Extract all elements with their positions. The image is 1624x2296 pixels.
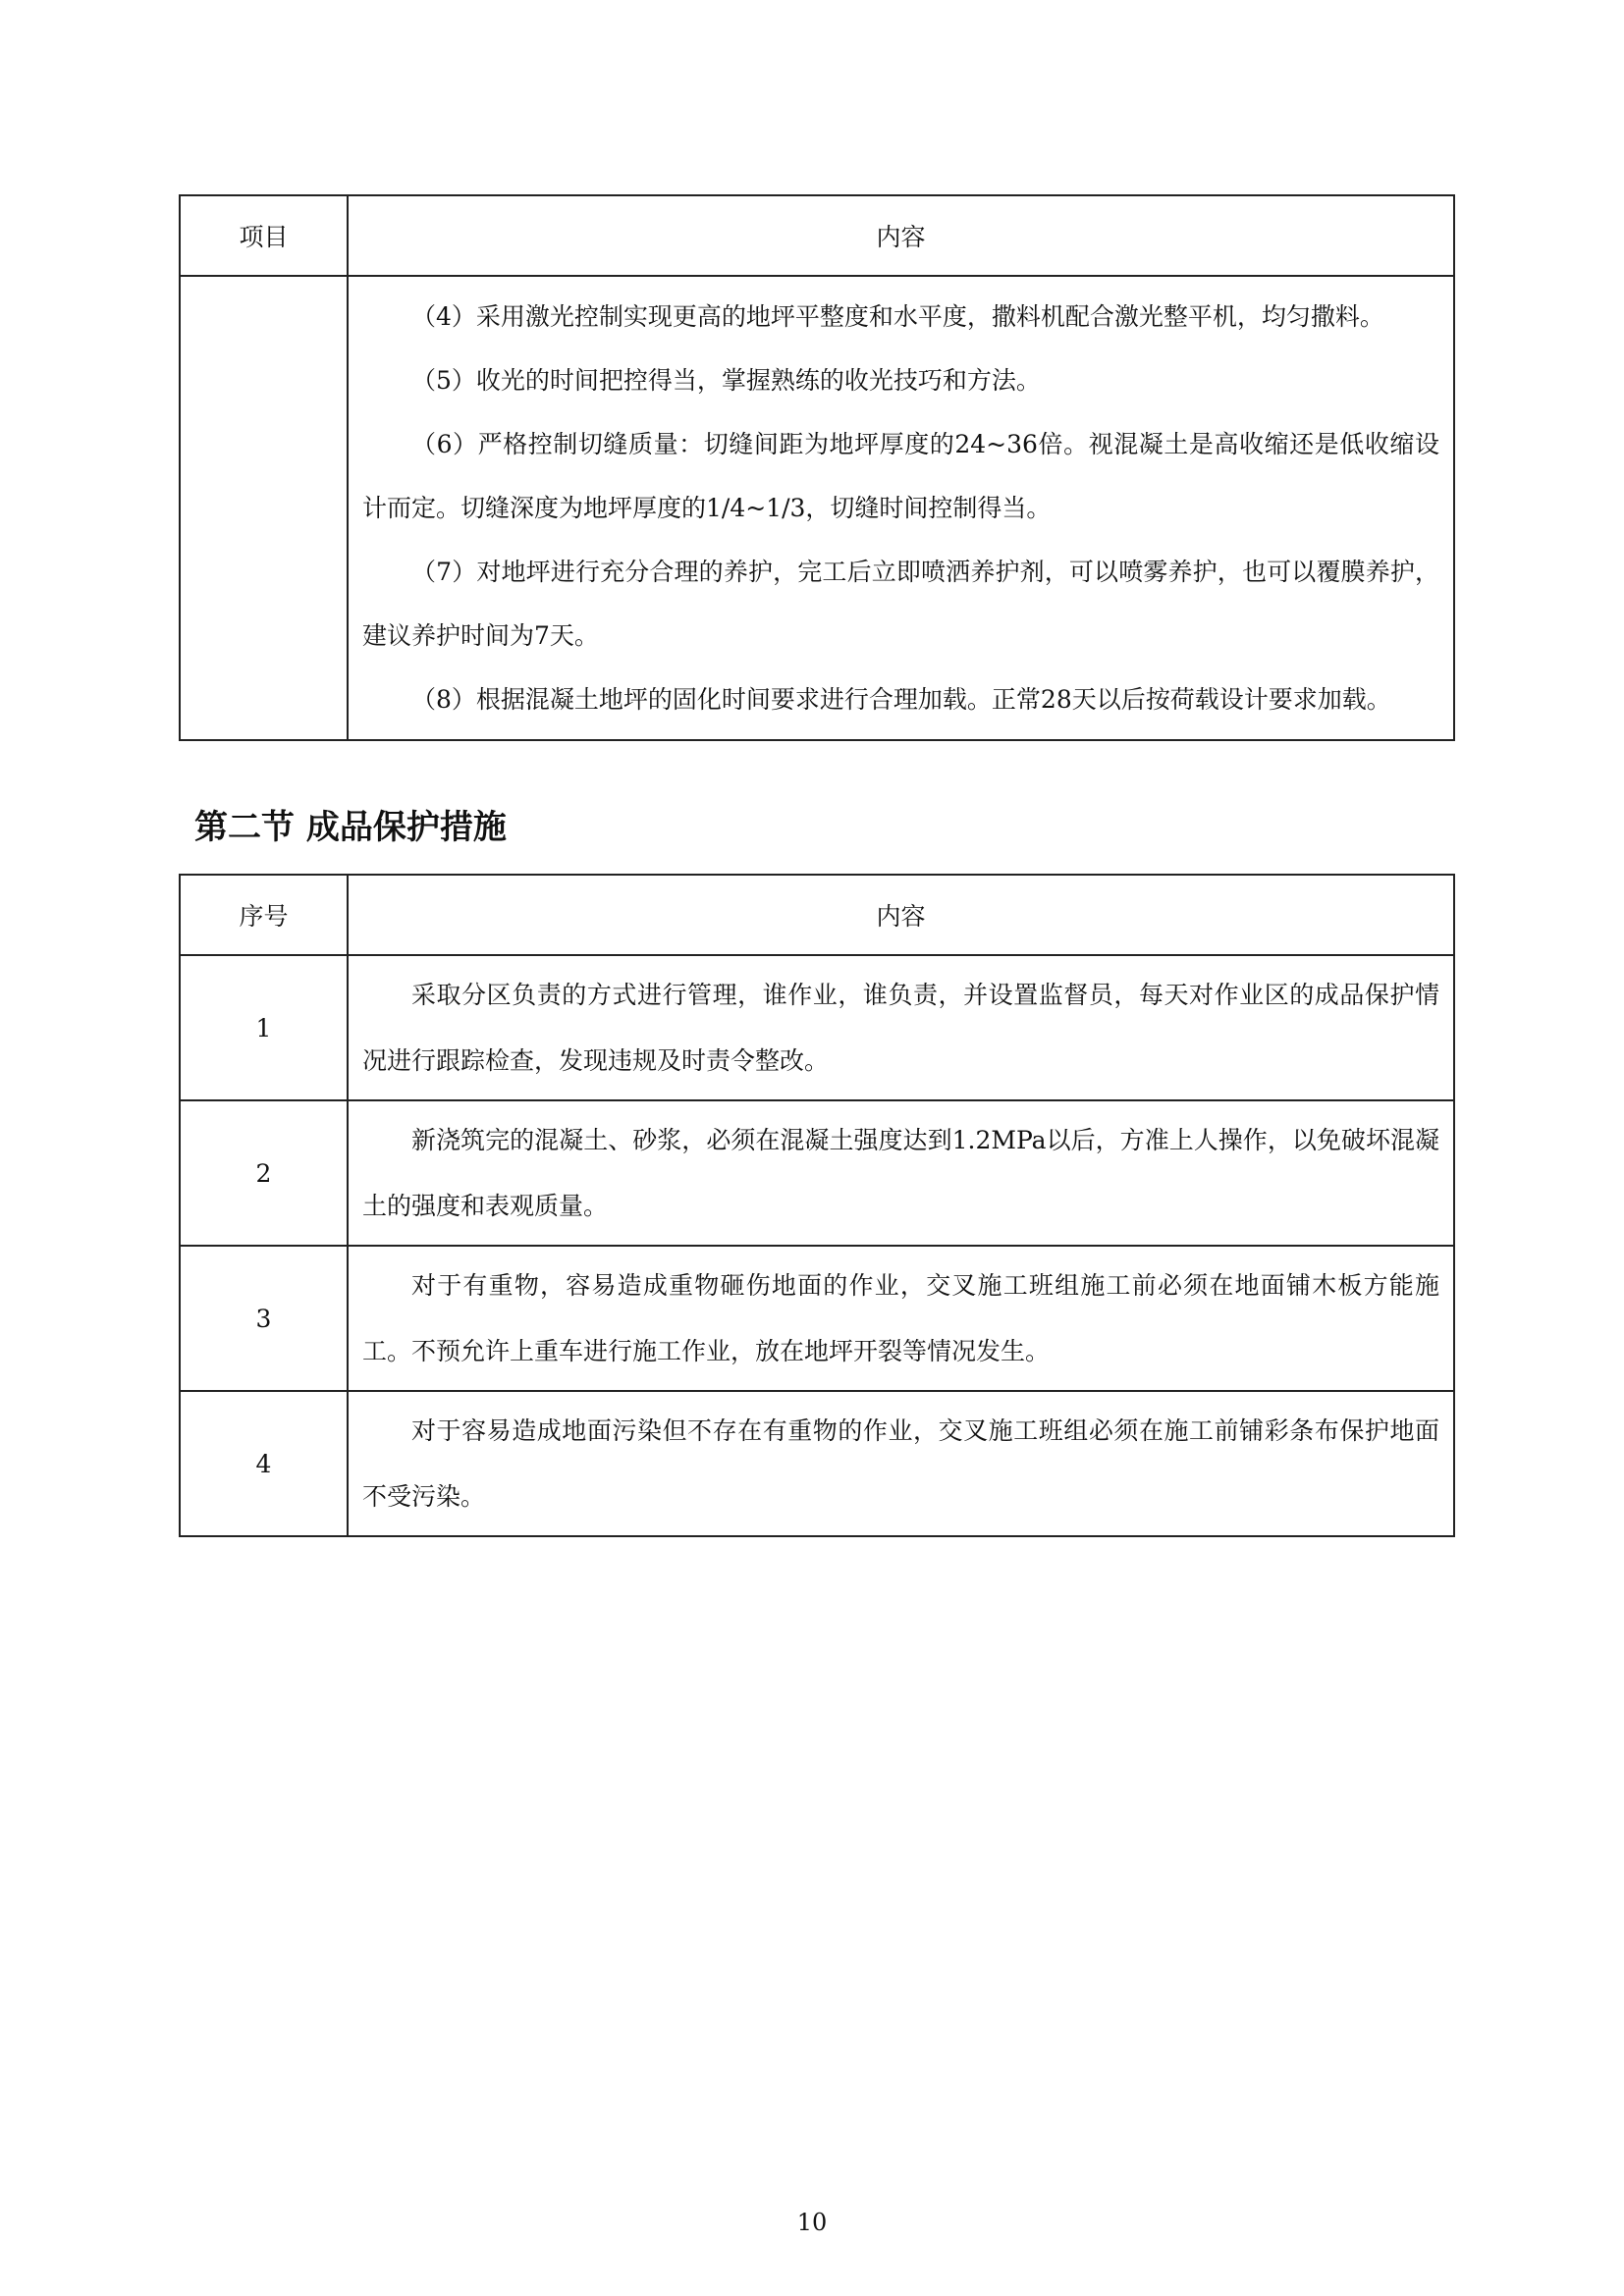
table-header-row <box>180 875 1454 955</box>
header-content: 内容 <box>348 875 1454 955</box>
row-number: 2 <box>180 1100 348 1246</box>
table-row <box>180 1100 1454 1246</box>
table-row <box>180 1391 1454 1536</box>
table-row <box>180 276 1454 740</box>
construction-measures-table <box>179 194 1455 741</box>
paragraph: （4）采用激光控制实现更高的地坪平整度和水平度，撒料机配合激光整平机，均匀撒料。 <box>411 302 1384 331</box>
row-content-cell <box>348 1391 1454 1536</box>
row-content: 采取分区负责的方式进行管理，谁作业，谁负责，并设置监督员，每天对作业区的成品保护情况进行跟踪检查，发现违规及时责令整改。 <box>362 981 1439 1075</box>
row-number: 3 <box>180 1246 348 1391</box>
content-cell <box>348 276 1454 740</box>
header-content: 内容 <box>348 195 1454 276</box>
row-content-cell <box>348 1246 1454 1391</box>
table-row <box>180 955 1454 1100</box>
item-cell <box>180 276 348 740</box>
table-row <box>180 1246 1454 1391</box>
row-content-cell <box>348 1100 1454 1246</box>
row-content: 对于有重物，容易造成重物砸伤地面的作业，交叉施工班组施工前必须在地面铺木板方能施工。不预允许上重车进行施工作业，放在地坪开裂等情况发生。 <box>362 1271 1439 1365</box>
row-number: 4 <box>180 1391 348 1536</box>
page-number: 10 <box>796 2209 828 2236</box>
row-content: 新浇筑完的混凝土、砂浆，必须在混凝土强度达到1.2MPa以后，方准上人操作，以免破坏混凝土的强度和表观质量。 <box>362 1126 1439 1220</box>
paragraph: （5）收光的时间把控得当，掌握熟练的收光技巧和方法。 <box>411 366 1041 395</box>
row-content: 对于容易造成地面污染但不存在有重物的作业，交叉施工班组必须在施工前铺彩条布保护地面不受污染。 <box>362 1416 1439 1511</box>
section-title: 第二节 成品保护措施 <box>194 808 507 847</box>
paragraph: （6）严格控制切缝质量：切缝间距为地坪厚度的24~36倍。视混凝土是高收缩还是低收缩设计而定。切缝深度为地坪厚度的1/4~1/3，切缝时间控制得当。 <box>362 430 1439 522</box>
paragraph: （8）根据混凝土地坪的固化时间要求进行合理加载。正常28天以后按荷载设计要求加载。 <box>411 685 1391 714</box>
paragraph: （7）对地坪进行充分合理的养护，完工后立即喷洒养护剂，可以喷雾养护，也可以覆膜养护，建议养护时间为7天。 <box>362 558 1439 650</box>
table-header-row <box>180 195 1454 276</box>
header-item: 项目 <box>180 195 348 276</box>
row-number: 1 <box>180 955 348 1100</box>
row-content-cell <box>348 955 1454 1100</box>
product-protection-table <box>179 874 1455 1537</box>
header-number: 序号 <box>180 875 348 955</box>
